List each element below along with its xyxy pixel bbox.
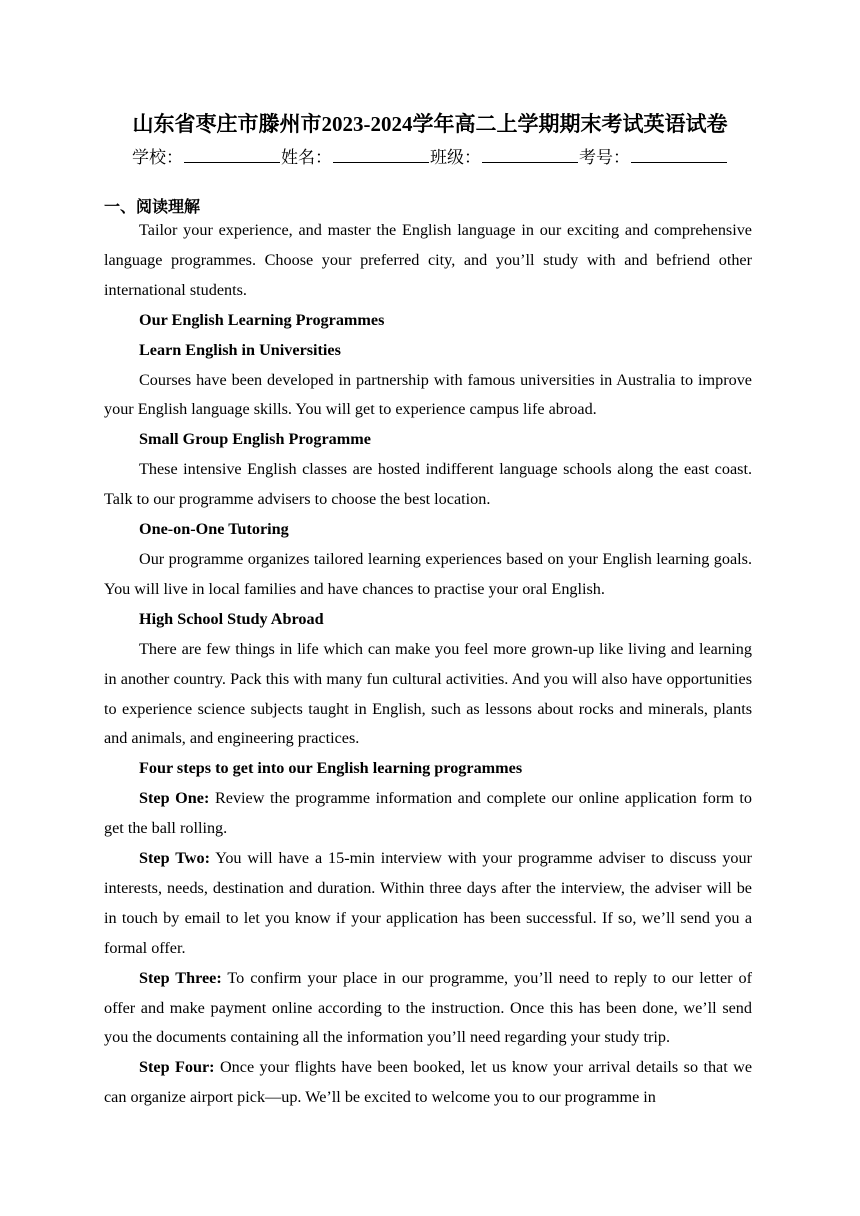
- step-three-label: Step Three:: [139, 968, 222, 987]
- step-four-label: Step Four:: [139, 1058, 215, 1077]
- programme-text-universities: Courses have been developed in partnership with famous universities in Australia to improve your English language skills. You will get to experience campus life abroad.: [104, 370, 752, 419]
- programme-heading-universities: Learn English in Universities: [139, 340, 341, 359]
- programme-heading-small-group: Small Group English Programme: [139, 430, 371, 449]
- title-year: 2023-2024: [321, 112, 413, 136]
- step-two-text: You will have a 15-min interview with your programme adviser to discuss your interests, needs, destination and duration. Within three days after the interview, the adviser will be in touch by email to let you know if your application has been successful. If so, we’ll send you a formal offer.: [104, 849, 753, 957]
- programme-heading-high-school: High School Study Abroad: [139, 609, 324, 628]
- programme-text-high-school: There are few things in life which can make you feel more grown-up like living and learning in another country. Pack this with many fun cultural activities. And you will also have opportunities to experience science subjects taught in English, such as lessons about rocks and minerals, plants and animals, and engineering practices.: [104, 639, 752, 748]
- name-label: 姓名：: [281, 148, 332, 168]
- step-three: [104, 964, 752, 1054]
- programme-text-tutoring: Our programme organizes tailored learning experiences based on your English learning goals. You will live in local families and have chances to practise your oral English.: [104, 549, 752, 598]
- exam-number-blank[interactable]: [631, 145, 727, 163]
- step-three-text: To confirm your place in our programme, you’ll need to reply to our letter of offer and make payment online according to the instruction. Once this has been done, we’ll send you the documents containing all the information you’ll need regarding your study trip.: [104, 968, 752, 1047]
- page-title: [0, 109, 860, 139]
- steps-heading: Four steps to get into our English learning programmes: [139, 759, 523, 778]
- student-info-line: [0, 145, 860, 171]
- class-label: 班级：: [430, 148, 481, 168]
- step-four-text: Once your flights have been booked, let us know your arrival details so that we can organize airport pick—up. We’ll be excited to welcome you to our programme in: [104, 1058, 753, 1107]
- class-blank[interactable]: [482, 145, 578, 163]
- name-blank[interactable]: [333, 145, 429, 163]
- title-suffix: 学年高二上学期期末考试英语试卷: [412, 112, 728, 136]
- intro-paragraph: Tailor your experience, and master the English language in our exciting and comprehensive language programmes. Choose your preferred city, and you’ll study with and befriend other international students.: [104, 221, 752, 299]
- step-one-label: Step One:: [139, 789, 210, 808]
- title-prefix: 山东省枣庄市滕州市: [132, 112, 322, 136]
- step-four: [104, 1053, 752, 1113]
- step-one: [104, 784, 752, 844]
- step-two: [104, 844, 752, 964]
- step-two-label: Step Two:: [139, 849, 210, 868]
- programmes-heading: Our English Learning Programmes: [139, 310, 385, 329]
- exam-number-label: 考号：: [579, 148, 630, 168]
- reading-passage: [104, 216, 752, 1113]
- section-heading: 一、阅读理解: [104, 197, 201, 216]
- school-label: 学校：: [132, 148, 183, 168]
- step-one-text: Review the programme information and complete our online application form to get the ball rolling.: [104, 789, 752, 838]
- programme-text-small-group: These intensive English classes are hosted indifferent language schools along the east coast. Talk to our programme advisers to choose the best location.: [104, 460, 752, 509]
- programme-heading-tutoring: One-on-One Tutoring: [139, 520, 289, 539]
- school-blank[interactable]: [184, 145, 280, 163]
